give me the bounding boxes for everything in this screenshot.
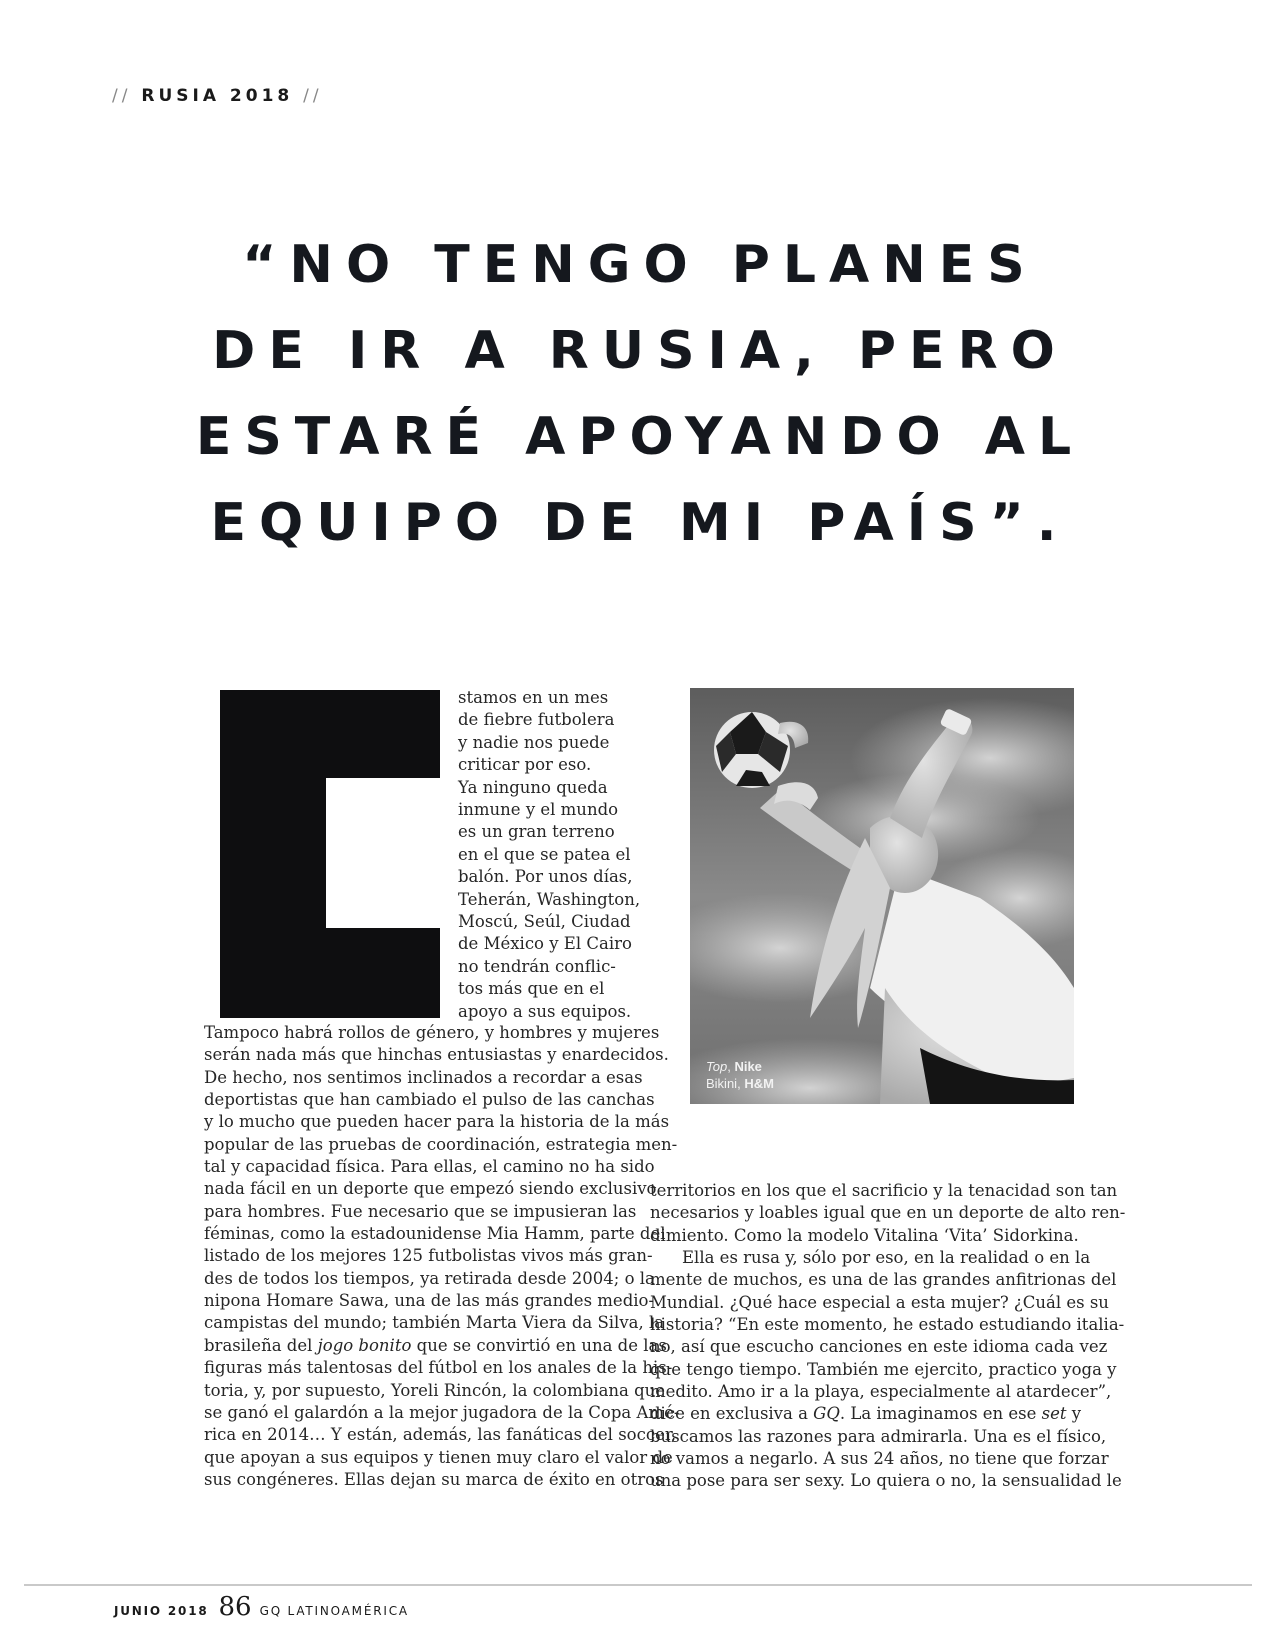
body-line: y nadie nos puede [458,732,610,752]
body-line: necesarios y loables igual que en un deporte de alto ren- [650,1203,1126,1223]
credit-separator: , [737,1076,745,1091]
credit-separator: , [727,1059,735,1074]
section-label: RUSIA 2018 [141,86,294,106]
body-line: Mundial. ¿Qué hace especial a esta mujer? ¿Cuál es su [650,1292,1109,1312]
body-line: tos más que en el [458,979,605,999]
body-line: criticar por eso. [458,755,592,775]
body-line: historia? “En este momento, he estado estudiando italia- [650,1315,1125,1335]
body-line: nada fácil en un deporte que empezó siendo exclusivo [204,1179,657,1199]
body-line: Ella es rusa y, sólo por eso, en la realidad o en la [682,1248,1091,1268]
text-run: brasileña del [204,1335,318,1355]
model-photo [690,688,1074,1104]
body-line: sus congéneres. Ellas dejan su marca de éxito en otros [204,1469,664,1489]
text-run: dice en exclusiva a [650,1404,814,1424]
pull-quote [160,222,1120,566]
text-run: que se convirtió en una de las [411,1335,667,1355]
body-line: De hecho, nos sentimos inclinados a recordar a esas [204,1067,643,1087]
intro-column [458,687,648,1023]
body-line: Ya ninguno queda [458,777,608,797]
set-italic: set [1041,1404,1067,1424]
body-line: rica en 2014… Y están, además, las fanáticas del soccer, [204,1425,677,1445]
body-line: apoyo a sus equipos. [458,1001,632,1021]
body-line: territorios en los que el sacrificio y la tenacidad son tan [650,1181,1118,1200]
body-line: Teherán, Washington, [458,889,641,909]
body-line: popular de las pruebas de coordinación, estrategia men- [204,1134,678,1154]
body-line: tal y capacidad física. Para ellas, el camino no ha sido [204,1157,655,1177]
body-line: féminas, como la estadounidense Mia Hamm, parte del [204,1224,666,1244]
footer-rule [24,1584,1252,1586]
credit-brand: H&M [744,1076,774,1091]
gq-italic: GQ [813,1404,840,1424]
body-line: toria, y, por supuesto, Yoreli Rincón, la colombiana que [204,1380,666,1400]
credit-label: Top [706,1059,728,1074]
photo-credit [706,1058,774,1092]
body-line [204,1335,667,1357]
drop-cap-notch [326,778,440,928]
body-line: de fiebre futbolera [458,710,615,730]
body-line: se ganó el galardón a la mejor jugadora de la Copa Amé- [204,1402,680,1422]
body-line: que tengo tiempo. También me ejercito, practico yoga y [650,1359,1117,1379]
photo-credit-line [706,1058,774,1075]
body-line: no tendrán conflic- [458,956,616,976]
magazine-name: GQ LATINOAMÉRICA [259,1604,409,1618]
body-line: balón. Por unos días, [458,867,633,887]
photo-credit-line [706,1075,774,1092]
body-line: no vamos a negarlo. A sus 24 años, no tiene que forzar [650,1449,1109,1469]
body-line: que apoyan a sus equipos y tienen muy claro el valor de [204,1447,673,1467]
body-line [650,1403,1080,1425]
page-footer [114,1592,409,1626]
left-column [204,1022,680,1491]
body-line: campistas del mundo; también Marta Viera da Silva, la [204,1313,665,1333]
body-line: figuras más talentosas del fútbol en los anales de la his- [204,1358,673,1378]
body-line: listado de los mejores 125 futbolistas vivos más gran- [204,1246,653,1266]
body-line: mente de muchos, es una de las grandes anfitrionas del [650,1270,1117,1290]
body-line: y lo mucho que pueden hacer para la historia de la más [204,1112,670,1132]
body-line: deportistas que han cambiado el pulso de las canchas [204,1090,655,1110]
body-line: stamos en un mes [458,688,609,707]
section-slash-left: // [112,86,132,106]
body-line: serán nada más que hinchas entusiastas y enardecidos. [204,1045,669,1065]
body-line: dimiento. Como la modelo Vitalina ‘Vita’ Sidorkina. [650,1225,1079,1245]
section-slash-right: // [303,86,323,106]
body-line: en el que se patea el [458,844,631,864]
page-number: 86 [218,1592,252,1622]
credit-brand: Nike [734,1059,762,1074]
body-line: una pose para ser sexy. Lo quiera o no, la sensualidad le [650,1471,1122,1491]
pull-quote-line: “NO TENGO PLANES [242,235,1038,295]
text-run: y [1066,1404,1082,1424]
text-run: . La imaginamos en ese [839,1404,1042,1424]
section-tag [112,86,323,106]
right-column [650,1180,1126,1493]
body-line: no, así que escucho canciones en este idioma cada vez [650,1337,1108,1357]
jogo-bonito-italic: jogo bonito [317,1335,412,1355]
credit-label: Bikini [706,1076,738,1091]
pull-quote-line: DE IR A RUSIA, PERO [212,321,1068,381]
pull-quote-line: ESTARÉ APOYANDO AL [195,407,1085,467]
body-line: Tampoco habrá rollos de género, y hombres y mujeres [204,1023,660,1042]
body-line: medito. Amo ir a la playa, especialmente al atardecer”, [650,1382,1112,1402]
body-line: de México y El Cairo [458,934,632,954]
photo-illustration [690,688,1074,1104]
pull-quote-line: EQUIPO DE MI PAÍS”. [210,493,1070,553]
body-line: es un gran terreno [458,822,615,842]
body-line: Moscú, Seúl, Ciudad [458,912,631,932]
body-line: para hombres. Fue necesario que se impusieran las [204,1201,637,1221]
body-line: buscamos las razones para admirarla. Una es el físico, [650,1426,1107,1446]
body-line: inmune y el mundo [458,800,619,820]
issue-date: JUNIO 2018 [114,1604,209,1618]
body-line: nipona Homare Sawa, una de las más grandes medio- [204,1291,655,1311]
body-line: des de todos los tiempos, ya retirada desde 2004; o la [204,1268,655,1288]
